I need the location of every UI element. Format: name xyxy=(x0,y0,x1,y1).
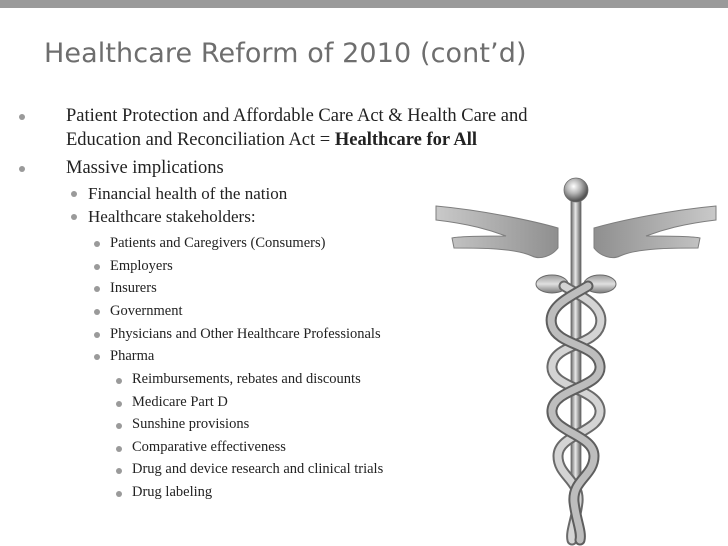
bullet-1-line-1: Patient Protection and Affordable Care Act & Health Care and xyxy=(66,106,528,126)
pharma-item: Comparative effectiveness xyxy=(132,439,286,455)
bullet-dot xyxy=(116,378,122,384)
bullet-dot xyxy=(19,114,25,120)
bullet-dot xyxy=(116,446,122,452)
bullet-dot xyxy=(71,191,77,197)
pharma-item: Medicare Part D xyxy=(132,394,228,410)
bullet-dot xyxy=(94,241,100,247)
bullet-dot xyxy=(116,468,122,474)
bullet-dot xyxy=(94,264,100,270)
pharma-item: Drug labeling xyxy=(132,484,213,500)
bullet-dot xyxy=(94,354,100,360)
stakeholder-item: Physicians and Other Healthcare Professionals xyxy=(110,326,381,342)
bullet-dot xyxy=(19,166,25,172)
bullet-dot xyxy=(94,309,100,315)
bullet-1-emphasis: Healthcare for All xyxy=(334,130,478,150)
slide-title: Healthcare Reform of 2010 (cont’d) xyxy=(44,38,527,69)
bullet-dot xyxy=(116,423,122,429)
bullet-2-sub-1: Financial health of the nation xyxy=(88,184,288,203)
bullet-1-line-2 xyxy=(66,130,477,151)
bullet-dot xyxy=(116,401,122,407)
bullet-2: Massive implications xyxy=(66,158,224,178)
stakeholder-item: Patients and Caregivers (Consumers) xyxy=(110,235,326,251)
stakeholder-item: Insurers xyxy=(110,280,157,296)
bullet-dot xyxy=(71,214,77,220)
pharma-item: Sunshine provisions xyxy=(132,416,250,432)
caduceus-icon xyxy=(430,176,722,546)
bullet-dot xyxy=(94,286,100,292)
bullet-dot xyxy=(116,491,122,497)
bullet-1-text: Education and Reconciliation Act = xyxy=(66,130,335,150)
bullet-dot xyxy=(94,332,100,338)
stakeholder-item: Employers xyxy=(110,258,173,274)
stakeholder-item: Pharma xyxy=(110,348,155,364)
pharma-item: Reimbursements, rebates and discounts xyxy=(132,371,361,387)
pharma-item: Drug and device research and clinical trials xyxy=(132,461,384,477)
stakeholder-item: Government xyxy=(110,303,183,319)
bullet-2-sub-2: Healthcare stakeholders: xyxy=(88,207,256,226)
